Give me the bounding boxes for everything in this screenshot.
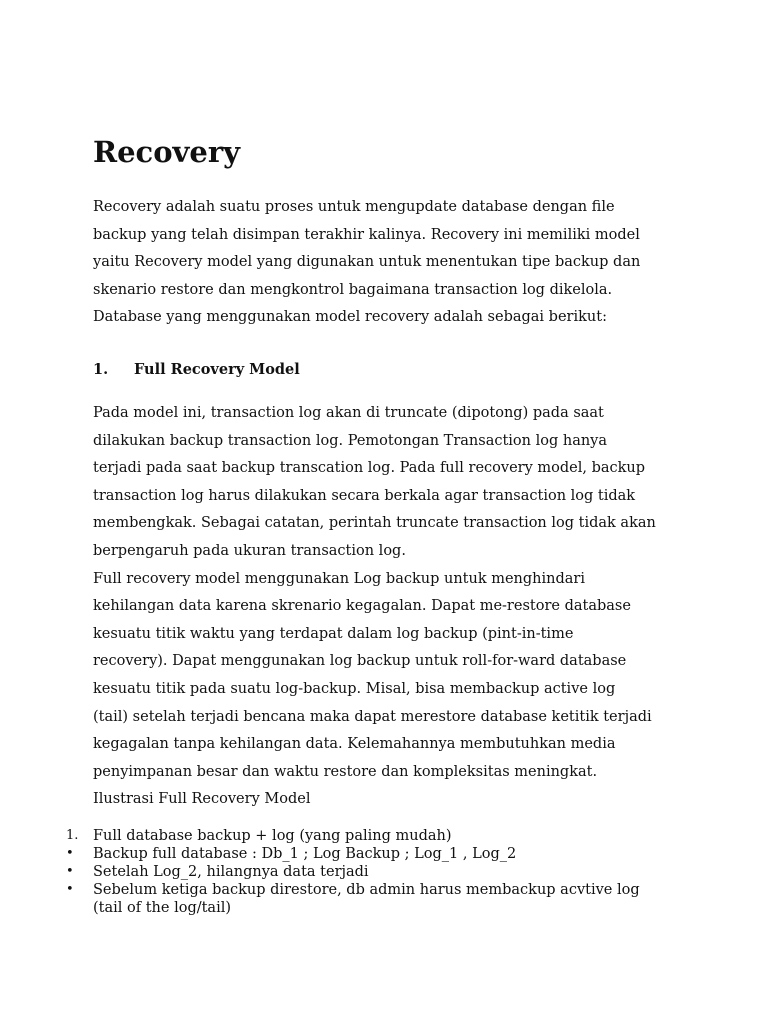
paragraph-line: Recovery adalah suatu proses untuk mengupdate database dengan file	[93, 199, 615, 215]
list-item-text	[93, 845, 706, 863]
paragraph-line: Database yang menggunakan model recovery adalah sebagai berikut:	[93, 309, 607, 326]
paragraph-line: (tail) setelah terjadi bencana maka dapat merestore database ketitik terjadi	[93, 708, 652, 725]
paragraph-line: backup yang telah disimpan terakhir kalinya. Recovery ini memiliki model	[93, 226, 640, 243]
intro-paragraph	[93, 194, 713, 332]
paragraph-line: kesuatu titik pada suatu log-backup. Misal, bisa membackup active log	[93, 680, 616, 697]
bullet-icon: •	[66, 882, 74, 897]
paragraph-line: penyimpanan besar dan waktu restore dan kompleksitas meningkat.	[93, 763, 598, 780]
section-heading	[93, 356, 300, 383]
paragraph-line: kegagalan tanpa kehilangan data. Kelemahannya membutuhkan media	[93, 736, 616, 753]
list-item	[66, 863, 706, 881]
paragraph-line: terjadi pada saat backup transcation log. Pada full recovery model, backup	[93, 460, 646, 477]
section-number: 1.	[93, 361, 109, 378]
paragraph-line: recovery). Dapat menggunakan log backup untuk roll-for-ward database	[93, 653, 627, 670]
list-item-text	[93, 881, 706, 917]
paragraph-line: membengkak. Sebagai catatan, perintah truncate transaction log tidak akan	[93, 515, 656, 532]
paragraph-line: skenario restore dan mengkontrol bagaimana transaction log dikelola.	[93, 281, 613, 298]
section-body	[93, 400, 713, 814]
paragraph-line: Pada model ini, transaction log akan di truncate (dipotong) pada saat	[93, 405, 604, 421]
section-heading-text: Full Recovery Model	[134, 361, 300, 378]
list-item-line: Sebelum ketiga backup direstore, db admin harus membackup acvtive log	[93, 882, 640, 898]
list-item	[66, 827, 706, 845]
bullet-icon: •	[66, 864, 74, 879]
paragraph-line: kehilangan data karena skrenario kegagalan. Dapat me-restore database	[93, 598, 631, 615]
paragraph-line: dilakukan backup transaction log. Pemotongan Transaction log hanya	[93, 432, 608, 449]
paragraph-line: transaction log harus dilakukan secara berkala agar transaction log tidak	[93, 487, 636, 504]
list-marker: 1.	[66, 828, 79, 843]
paragraph-line: kesuatu titik waktu yang terdapat dalam log backup (pint-in-time	[93, 625, 574, 642]
illustration-list	[66, 827, 706, 917]
list-item-line: (tail of the log/tail)	[93, 900, 232, 916]
bullet-icon: •	[66, 846, 74, 861]
paragraph-line: Full recovery model menggunakan Log backup untuk menghindari	[93, 570, 585, 587]
paragraph-line: berpengaruh pada ukuran transaction log.	[93, 542, 406, 559]
list-item	[66, 881, 706, 917]
list-item	[66, 845, 706, 863]
list-item-line: Full database backup + log (yang paling mudah)	[93, 828, 452, 844]
paragraph-line: yaitu Recovery model yang digunakan untuk menentukan tipe backup dan	[93, 254, 641, 271]
list-item-text	[93, 863, 706, 881]
list-item-line: Backup full database : Db_1 ; Log Backup ; Log_1 , Log_2	[93, 846, 517, 862]
list-item-line: Setelah Log_2, hilangnya data terjadi	[93, 864, 369, 880]
page-title: Recovery	[93, 135, 240, 169]
paragraph-line: Ilustrasi Full Recovery Model	[93, 791, 311, 808]
list-item-text	[93, 827, 706, 845]
